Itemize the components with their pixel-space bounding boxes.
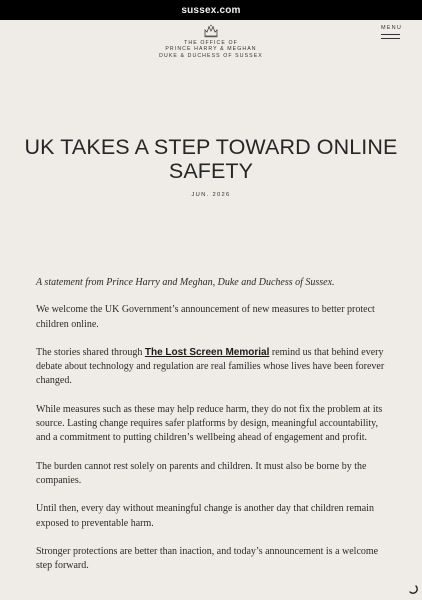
- loading-spinner-icon: [408, 584, 418, 594]
- page: [0, 20, 422, 600]
- lost-screen-memorial-link[interactable]: The Lost Screen Memorial: [144, 346, 270, 358]
- url-text[interactable]: sussex.com: [181, 4, 241, 16]
- paragraph-5: Until then, every day without meaningful change is another day that children remain exposed to preventable harm.: [36, 503, 374, 529]
- org-line-3: DUKE & DUCHESS OF SUSSEX: [159, 52, 263, 59]
- paragraph-1: We welcome the UK Government’s announcement of new measures to better protect children online.: [36, 304, 375, 330]
- page-title: UK TAKES A STEP TOWARD ONLINE SAFETY: [24, 135, 398, 183]
- paragraph-2: [36, 346, 386, 389]
- menu-button[interactable]: [381, 25, 402, 42]
- org-line-1: THE OFFICE OF: [184, 40, 238, 46]
- royal-crest-icon: [202, 24, 220, 38]
- site-logo[interactable]: [0, 24, 422, 59]
- hamburger-icon: [381, 34, 400, 39]
- paragraph-2-start: The stories shared through: [36, 346, 145, 358]
- paragraph-6: Stronger protections are better than inaction, and today’s announcement is a welcome step forward.: [36, 545, 379, 572]
- menu-label: MENU: [381, 25, 402, 31]
- paragraph-2-end: remind us that behind every debate about technology and regulation are real families whose lives have been forever changed.: [36, 346, 385, 387]
- browser-address-bar[interactable]: [0, 0, 422, 20]
- article-body: [36, 276, 386, 587]
- paragraph-4: The burden cannot rest solely on parents and children. It must also be borne by the companies.: [36, 460, 367, 486]
- intro-statement: A statement from Prince Harry and Meghan, Duke and Duchess of Sussex.: [36, 277, 335, 288]
- article-header: [20, 135, 402, 198]
- site-header: [0, 20, 422, 80]
- paragraph-3: While measures such as these may help reduce harm, they do not fix the problem at its source. Lasting change requires safer platforms by design, meaningful accountability, and a commitment to putting children’s wellbeing ahead of engagement and profit.: [36, 403, 383, 444]
- org-line-2: PRINCE HARRY & MEGHAN: [165, 46, 257, 53]
- publish-date: JUN. 2026: [191, 192, 231, 198]
